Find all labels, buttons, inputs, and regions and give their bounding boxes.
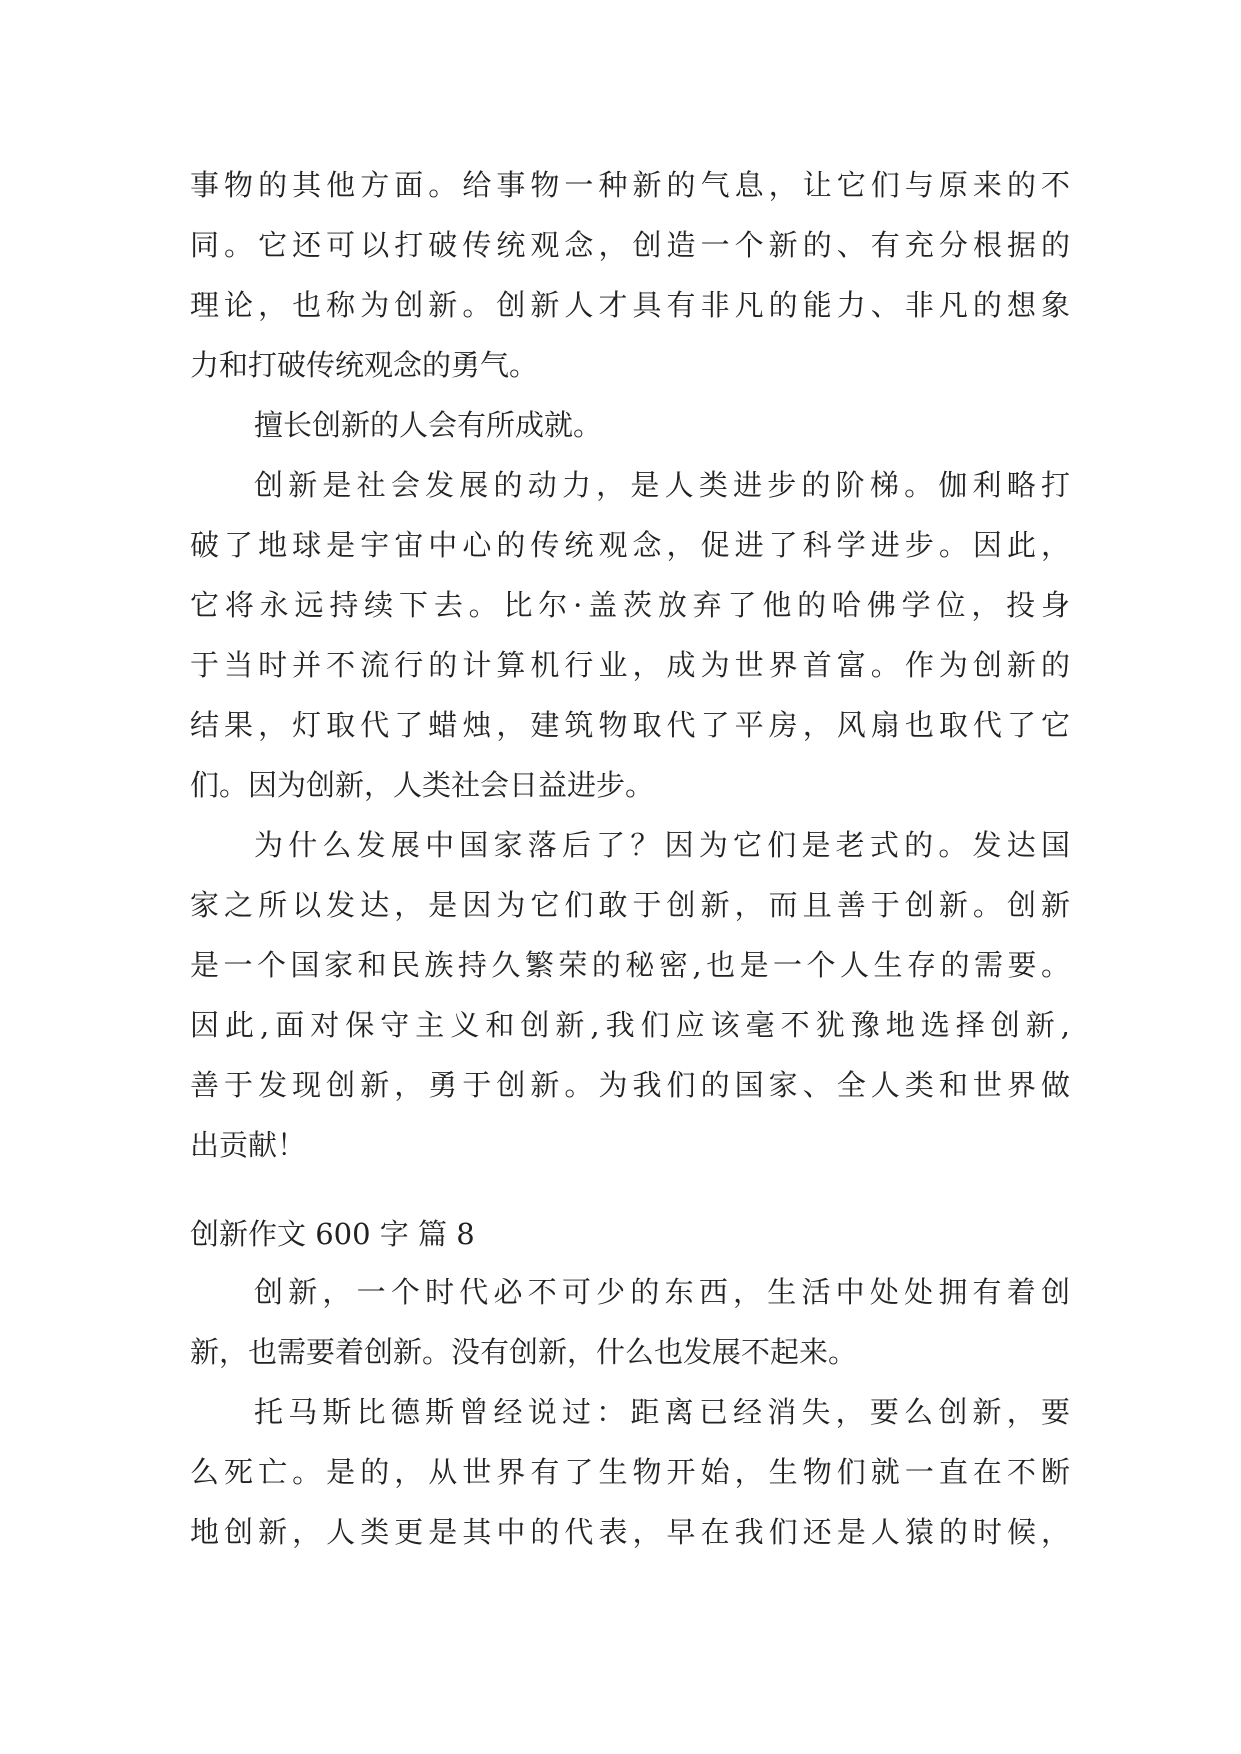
- essay-body-continued: [190, 155, 1070, 1175]
- paragraph-start: 擅长创新的人会有所成就。: [254, 408, 603, 442]
- paragraph-start: 为什么发展中国家落后了？因为它们是老式的。发达国: [254, 828, 1070, 862]
- text-line: 事物的其他方面。给事物一种新的气息，让它们与原来的不: [190, 168, 1070, 202]
- text-line: 新，也需要着创新。没有创新，什么也发展不起来。: [190, 1335, 858, 1369]
- text-line: 因此,面对保守主义和创新,我们应该毫不犹豫地选择创新,: [190, 1008, 1070, 1042]
- text-line: 同。它还可以打破传统观念，创造一个新的、有充分根据的: [190, 228, 1070, 262]
- text-line: 于当时并不流行的计算机行业，成为世界首富。作为创新的: [190, 648, 1070, 682]
- text-line: 们。因为创新，人类社会日益进步。: [190, 768, 655, 802]
- text-line: 理论，也称为创新。创新人才具有非凡的能力、非凡的想象: [190, 288, 1070, 322]
- text-line: 是一个国家和民族持久繁荣的秘密,也是一个人生存的需要。: [190, 948, 1070, 982]
- text-line: 结果，灯取代了蜡烛，建筑物取代了平房，风扇也取代了它: [190, 708, 1070, 742]
- text-line: 善于发现创新，勇于创新。为我们的国家、全人类和世界做: [190, 1068, 1070, 1102]
- essay-heading: 创新作文 600 字 篇 8: [190, 1217, 475, 1251]
- text-line: 地创新，人类更是其中的代表，早在我们还是人猿的时候，: [190, 1515, 1070, 1549]
- essay-body-new: [190, 1262, 1070, 1562]
- text-line: 出贡献！: [190, 1128, 307, 1162]
- paragraph-start: 创新，一个时代必不可少的东西，生活中处处拥有着创: [254, 1275, 1070, 1309]
- paragraph-start: 托马斯比德斯曾经说过：距离已经消失，要么创新，要: [254, 1395, 1070, 1429]
- text-line: 么死亡。是的，从世界有了生物开始，生物们就一直在不断: [190, 1455, 1070, 1489]
- text-line: 力和打破传统观念的勇气。: [190, 348, 539, 382]
- text-line: 家之所以发达，是因为它们敢于创新，而且善于创新。创新: [190, 888, 1070, 922]
- text-line: 破了地球是宇宙中心的传统观念，促进了科学进步。因此，: [190, 528, 1070, 562]
- text-line: 它将永远持续下去。比尔·盖茨放弃了他的哈佛学位，投身: [190, 588, 1070, 622]
- paragraph-start: 创新是社会发展的动力，是人类进步的阶梯。伽利略打: [254, 468, 1070, 502]
